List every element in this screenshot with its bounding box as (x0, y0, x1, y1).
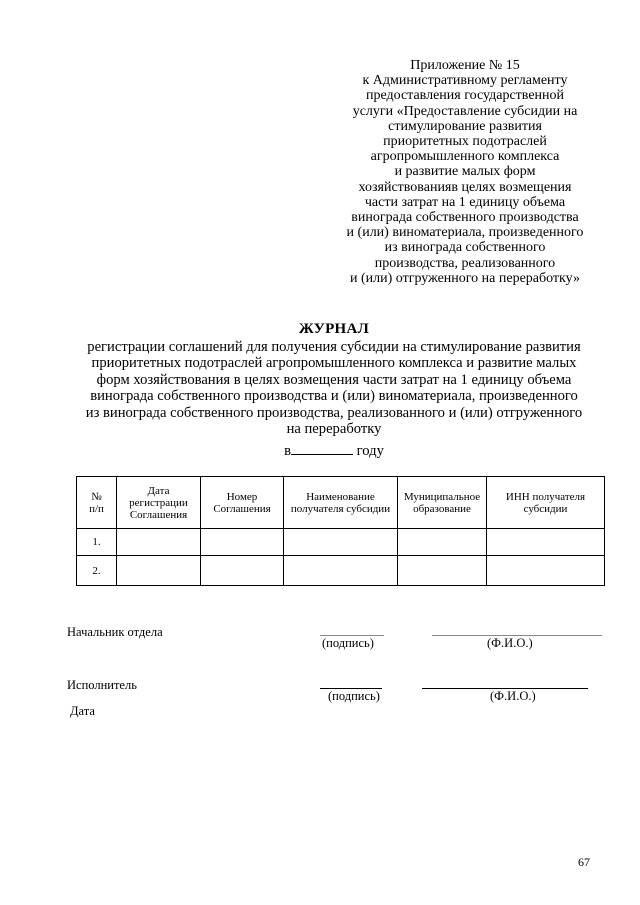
appendix-line: агропромышленного комплекса (370, 149, 560, 165)
subtitle-line: форм хозяйствования в целях возмещения части затрат на 1 единицу объема (96, 371, 572, 388)
column-header-line: регистрации (129, 496, 188, 509)
subtitle-line: на переработку (286, 421, 382, 438)
appendix-line: хозяйствованияв целях возмещения (358, 179, 572, 195)
table-header-row (77, 477, 605, 529)
year-line (0, 442, 640, 460)
column-header-line: Номер (226, 490, 258, 503)
column-header (398, 477, 487, 529)
year-blank-field (291, 442, 353, 455)
subtitle-line: приоритетных подотраслей агропромышленного комплекса и развитие малых (91, 355, 577, 372)
table-row (77, 556, 605, 586)
date-label: Дата (70, 704, 95, 718)
table-cell (398, 529, 487, 556)
table-cell (398, 556, 487, 586)
executor-label: Исполнитель (67, 678, 137, 692)
appendix-line: производства, реализованного (374, 255, 556, 271)
year-suffix: году (353, 443, 384, 459)
subtitle-line: из винограда собственного производства, реализованного и (или) отгруженного (85, 404, 583, 421)
table-cell (284, 556, 398, 586)
appendix-line: предоставления государственной (365, 88, 565, 104)
column-header-line: субсидии (523, 502, 568, 515)
appendix-line: и (или) виноматериала, произведенного (346, 225, 584, 241)
column-header (284, 477, 398, 529)
column-header (77, 477, 117, 529)
column-header-line: п/п (89, 502, 104, 515)
appendix-line: Приложение № 15 (410, 58, 520, 73)
executor-fio-caption: (Ф.И.О.) (490, 689, 536, 703)
table-cell (201, 556, 284, 586)
head-fio-caption: (Ф.И.О.) (487, 636, 533, 650)
year-prefix: в (284, 443, 292, 459)
subtitle-line: регистрации соглашений для получения субсидии на стимулирование развития (87, 339, 581, 355)
journal-subtitle (60, 339, 608, 437)
table-cell (487, 556, 605, 586)
page-number: 67 (578, 855, 590, 869)
column-header-line: Дата (147, 484, 170, 497)
appendix-line: части затрат на 1 единицу объема (364, 194, 566, 210)
table-row (77, 529, 605, 556)
appendix-line: из винограда собственного (384, 240, 546, 256)
table-cell (487, 529, 605, 556)
appendix-line: к Административному регламенту (362, 73, 568, 89)
appendix-line: и (или) отгруженного на переработку» (349, 270, 581, 286)
journal-table (76, 476, 605, 586)
column-header-line: Муниципальное (403, 490, 481, 503)
table-cell (284, 529, 398, 556)
appendix-line: и развитие малых форм (394, 164, 536, 180)
journal-title: ЖУРНАЛ (298, 321, 370, 337)
appendix-line: услуги «Предоставление субсидии на (352, 103, 578, 119)
column-header-line: получателя субсидии (290, 502, 391, 515)
table-cell: 2. (77, 556, 117, 586)
head-of-department-label: Начальник отдела (67, 625, 163, 639)
table-cell (117, 556, 201, 586)
appendix-line: винограда собственного производства (351, 210, 579, 226)
column-header-line: № (91, 490, 102, 503)
column-header-line: Соглашения (213, 502, 271, 515)
table-cell (117, 529, 201, 556)
column-header-line: образование (413, 502, 471, 515)
column-header (201, 477, 284, 529)
table-cell: 1. (77, 529, 117, 556)
appendix-line: приоритетных подотраслей (383, 134, 547, 150)
column-header-line: Соглашения (129, 508, 188, 521)
appendix-header (330, 58, 600, 286)
head-signature-caption: (подпись) (322, 636, 374, 650)
column-header-line: Наименование (306, 490, 375, 503)
subtitle-line: винограда собственного производства и (или) виноматериала, произведенного (90, 388, 578, 405)
appendix-line: стимулирование развития (388, 118, 542, 134)
column-header (487, 477, 605, 529)
executor-signature-caption: (подпись) (328, 689, 380, 703)
table-cell (201, 529, 284, 556)
column-header (117, 477, 201, 529)
column-header-line: ИНН получателя (505, 490, 586, 503)
